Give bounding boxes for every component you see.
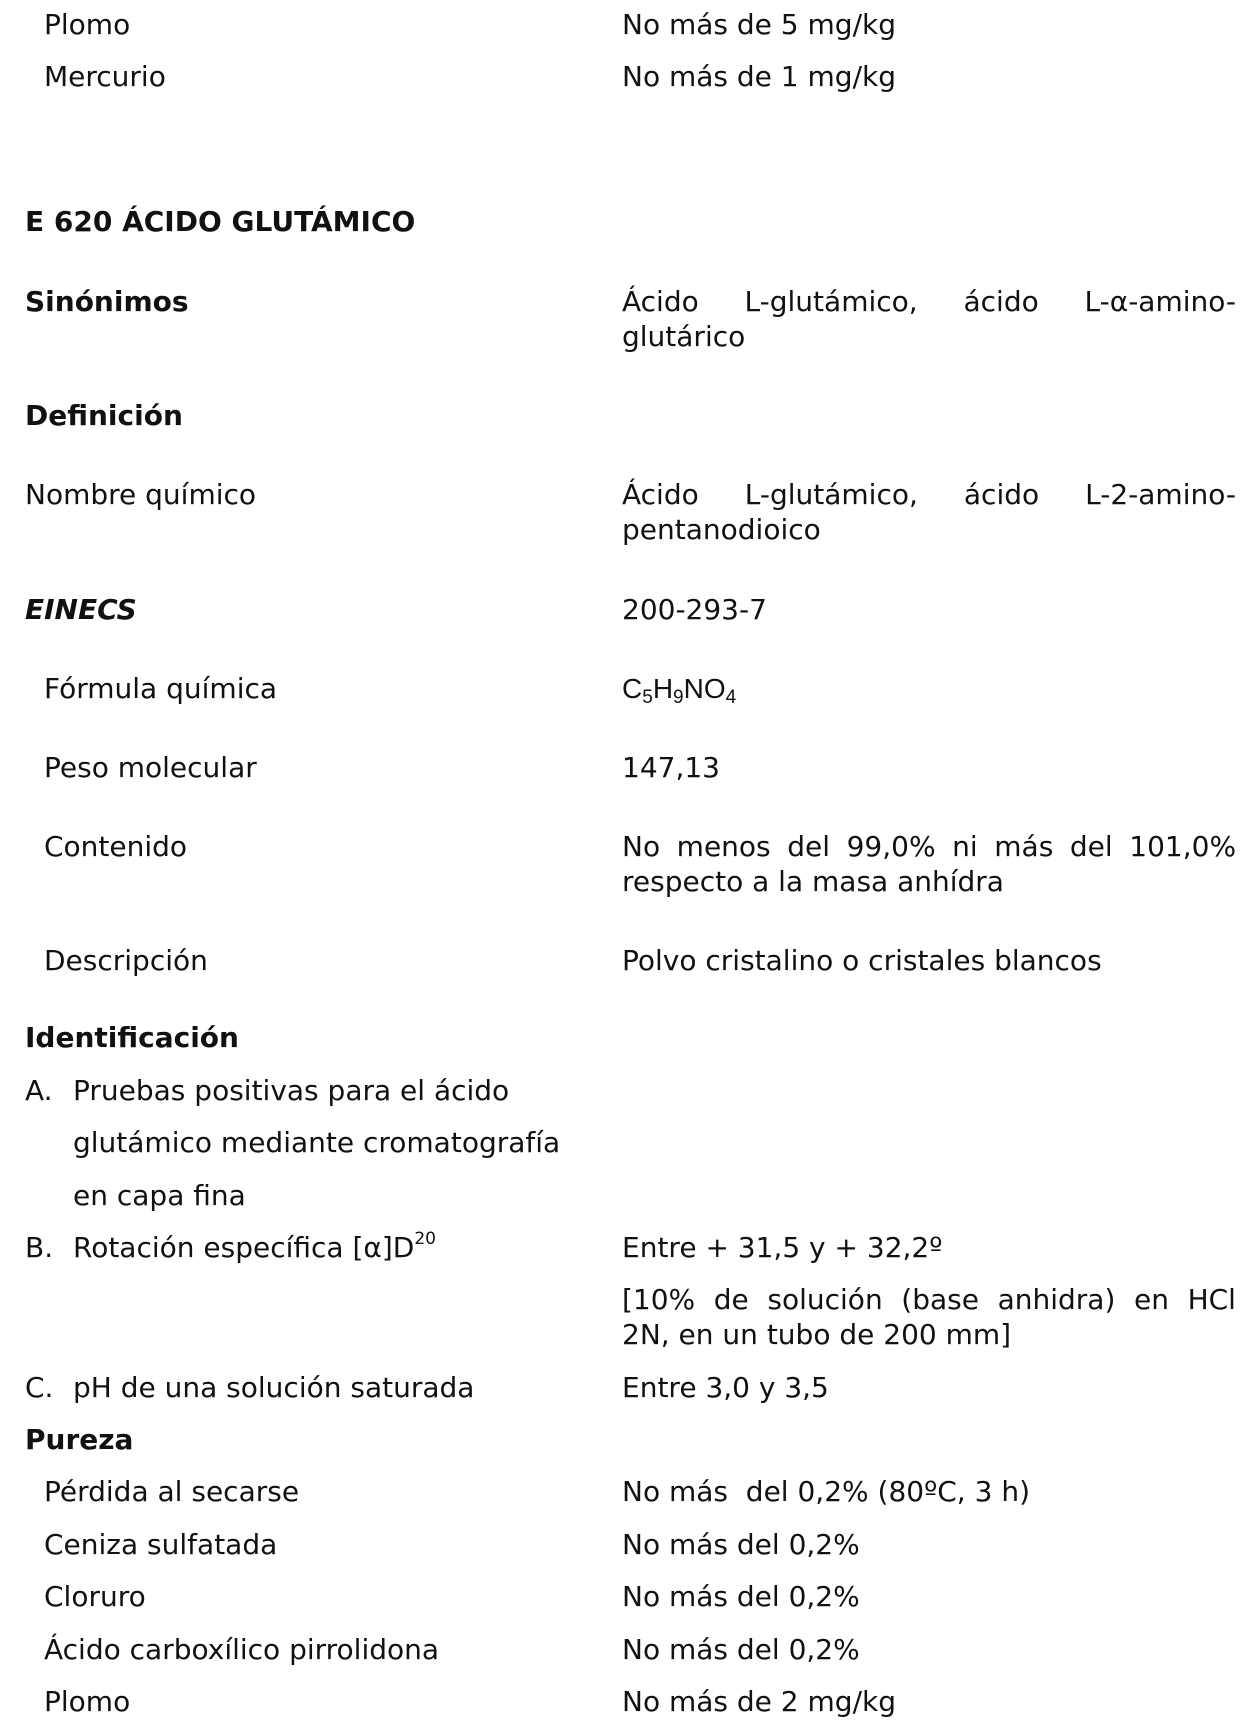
identification-b-label: Rotación específica $[\alpha]D^{20}$ bbox=[73, 1229, 436, 1264]
chemical-name-value-line1: Ácido L-glutámico, ácido L-2-amino- bbox=[622, 478, 1236, 511]
purity-row-label-chloride: Cloruro bbox=[44, 1580, 146, 1613]
identification-c-value: Entre 3,0 y 3,5 bbox=[622, 1371, 829, 1404]
purity-label: Pureza bbox=[25, 1423, 134, 1456]
top-row-value-lead: No más de 5 mg/kg bbox=[622, 8, 896, 41]
purity-row-value-pyrrolidone-carboxylic-acid: No más del 0,2% bbox=[622, 1633, 860, 1666]
purity-row-label-loss-on-drying: Pérdida al secarse bbox=[44, 1475, 300, 1508]
top-row-label-mercury: Mercurio bbox=[44, 60, 166, 93]
formula-label: Fórmula química bbox=[44, 672, 278, 705]
molecular-weight-value: 147,13 bbox=[622, 751, 720, 784]
molecular-weight-label: Peso molecular bbox=[44, 751, 257, 784]
purity-row-label-lead: Plomo bbox=[44, 1685, 131, 1718]
description-value: Polvo cristalino o cristales blancos bbox=[622, 944, 1102, 977]
purity-row-value-lead: No más de 2 mg/kg bbox=[622, 1685, 896, 1718]
content-value-line1: No menos del 99,0% ni más del 101,0% bbox=[622, 830, 1237, 863]
top-row-label-lead: Plomo bbox=[44, 8, 131, 41]
purity-row-value-chloride: No más del 0,2% bbox=[622, 1580, 860, 1613]
identification-a-marker: A. bbox=[25, 1074, 53, 1107]
chemical-name-label: Nombre químico bbox=[25, 478, 257, 511]
content-label: Contenido bbox=[44, 830, 188, 863]
identification-b-marker: B. bbox=[25, 1231, 54, 1264]
identification-a-line1: Pruebas positivas para el ácido bbox=[73, 1074, 510, 1107]
identification-a-line2: glutámico mediante cromatografía bbox=[73, 1126, 561, 1159]
einecs-label: EINECS bbox=[25, 593, 137, 626]
identification-b-note-line2: 2N, en un tubo de 200 mm] bbox=[622, 1318, 1012, 1351]
identification-c-label: pH de una solución saturada bbox=[73, 1371, 475, 1404]
synonyms-value-line2: glutárico bbox=[622, 320, 746, 353]
section-heading: E 620 ÁCIDO GLUTÁMICO bbox=[25, 205, 416, 238]
synonyms-value-line1: Ácido L-glutámico, ácido L-α-amino- bbox=[622, 285, 1237, 318]
identification-a-line3: en capa fina bbox=[73, 1179, 246, 1212]
purity-row-label-pyrrolidone-carboxylic-acid: Ácido carboxílico pirrolidona bbox=[44, 1633, 440, 1666]
synonyms-label: Sinónimos bbox=[25, 285, 189, 318]
chemical-name-value-line2: pentanodioico bbox=[622, 513, 821, 546]
definition-label: Definición bbox=[25, 399, 183, 432]
identification-b-note-line1: [10% de solución (base anhidra) en HCl bbox=[622, 1283, 1236, 1316]
formula-value: $C_5H_9NO_4$ bbox=[622, 673, 737, 708]
content-value-line2: respecto a la masa anhídra bbox=[622, 865, 1004, 898]
purity-row-value-sulphated-ash: No más del 0,2% bbox=[622, 1528, 860, 1561]
einecs-value: 200-293-7 bbox=[622, 593, 767, 626]
identification-c-marker: C. bbox=[25, 1371, 54, 1404]
identification-b-value: Entre + 31,5 y + 32,2º bbox=[622, 1231, 943, 1264]
purity-row-label-sulphated-ash: Ceniza sulfatada bbox=[44, 1528, 278, 1561]
top-row-value-mercury: No más de 1 mg/kg bbox=[622, 60, 896, 93]
description-label: Descripción bbox=[44, 944, 208, 977]
identification-label: Identificación bbox=[25, 1021, 239, 1054]
purity-row-value-loss-on-drying: No más del 0,2% (80ºC, 3 h) bbox=[622, 1475, 1030, 1508]
